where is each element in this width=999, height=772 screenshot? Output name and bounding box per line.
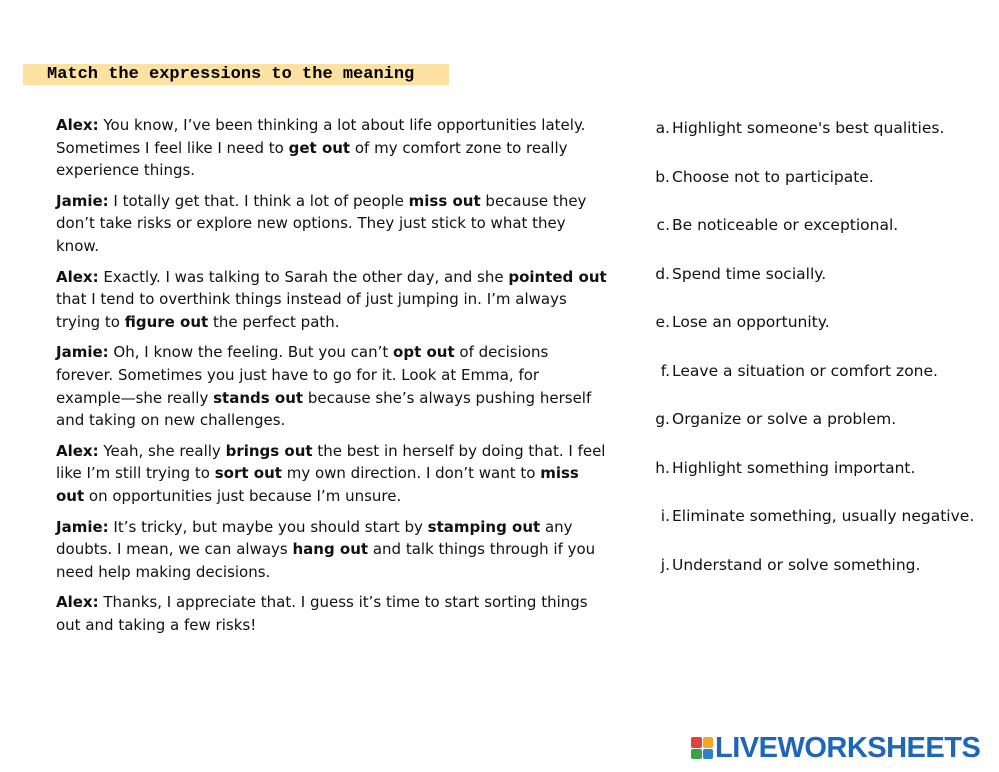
dialogue-line: Jamie: It’s tricky, but maybe you should start by stamping out any doubts. I mean, we can always hang out and talk things through if you need help making decisions. [56, 517, 596, 581]
phrasal-verb: hang out [292, 540, 369, 559]
meaning-item [640, 360, 985, 383]
meaning-text: Understand or solve something. [672, 555, 921, 574]
dialogue-line: Alex: Yeah, she really brings out the best in herself by doing that. I feel like I’m still trying to sort out my own direction. I don’t want to miss out on opportunities just because I’m unsure. [56, 441, 606, 505]
speaker-name: Alex: [56, 116, 99, 134]
dialogue-line: Alex: You know, I’ve been thinking a lot about life opportunities lately. Sometimes I feel like I need to get out of my comfort zone to really experience things. [56, 116, 586, 180]
meaning-item [640, 457, 985, 480]
phrasal-verb: brings out [225, 441, 313, 460]
meaning-text: Eliminate something, usually negative. [672, 507, 975, 525]
meaning-item [640, 263, 985, 286]
phrasal-verb: sort out [214, 464, 282, 483]
meaning-text: Leave a situation or comfort zone. [672, 361, 938, 380]
meaning-text: Organize or solve a problem. [672, 410, 897, 428]
phrasal-verb: miss out [56, 464, 579, 505]
logo-tile-e [703, 749, 714, 760]
meaning-letter: c. [656, 216, 670, 234]
worksheet-title: Match the expressions to the meaning [23, 64, 449, 85]
phrasal-verb: stamping out [427, 517, 541, 536]
meaning-item [640, 408, 985, 431]
phrasal-verb: figure out [124, 312, 209, 331]
meaning-item [640, 505, 985, 528]
phrasal-verb: opt out [393, 343, 455, 362]
phrasal-verb: get out [288, 138, 351, 157]
speaker-name: Alex: [56, 441, 99, 460]
dialogue-passage [56, 114, 608, 644]
meaning-text: Lose an opportunity. [672, 313, 830, 331]
logo-tile-i [703, 737, 714, 748]
meaning-text: Highlight someone's best qualities. [672, 119, 945, 137]
meaning-letter: j. [660, 555, 670, 574]
meaning-text: Spend time socially. [672, 264, 827, 283]
meanings-list [640, 117, 985, 602]
liveworksheets-logo [691, 733, 980, 763]
speaker-name: Jamie: [56, 343, 109, 362]
meaning-item [640, 166, 985, 189]
meaning-letter: i. [660, 507, 670, 525]
speaker-name: Jamie: [56, 517, 109, 536]
meaning-text: Choose not to participate. [672, 167, 874, 186]
meaning-letter: f. [660, 361, 670, 380]
phrasal-verb: miss out [408, 191, 481, 210]
speaker-name: Jamie: [56, 191, 109, 210]
dialogue-line: Alex: Exactly. I was talking to Sarah the other day, and she pointed out that I tend to overthink things instead of just jumping in. I’m always trying to figure out the perfect path. [56, 267, 607, 331]
speaker-name: Alex: [56, 267, 99, 286]
phrasal-verb: pointed out [508, 267, 607, 286]
meaning-text: Highlight something important. [672, 458, 916, 477]
meaning-letter: g. [655, 410, 670, 428]
meaning-letter: d. [655, 264, 670, 283]
phrasal-verb: stands out [213, 388, 304, 407]
logo-mark-icon [691, 737, 713, 759]
dialogue-line: Jamie: I totally get that. I think a lot of people miss out because they don’t take risks or explore new options. They just stick to what they know. [56, 191, 587, 255]
meaning-text: Be noticeable or exceptional. [672, 216, 899, 234]
speaker-name: Alex: [56, 593, 99, 612]
logo-tile-l [691, 737, 702, 748]
meaning-letter: a. [655, 119, 670, 137]
meaning-item [640, 554, 985, 577]
dialogue-line: Jamie: Oh, I know the feeling. But you can’t opt out of decisions forever. Sometimes you just have to go for it. Look at Emma, for example—she really stands out because she’s always pushing herself and taking on new challenges. [56, 343, 592, 430]
logo-tile-v [691, 749, 702, 760]
meaning-letter: h. [655, 458, 670, 477]
meaning-item [640, 214, 985, 237]
meaning-item [640, 311, 985, 334]
dialogue-line: Alex: Thanks, I appreciate that. I guess it’s time to start sorting things out and taking a few risks! [56, 593, 588, 634]
meaning-letter: e. [655, 313, 670, 331]
meaning-item [640, 117, 985, 140]
logo-text: LIVEWORKSHEETS [715, 732, 981, 764]
meaning-letter: b. [655, 167, 670, 186]
